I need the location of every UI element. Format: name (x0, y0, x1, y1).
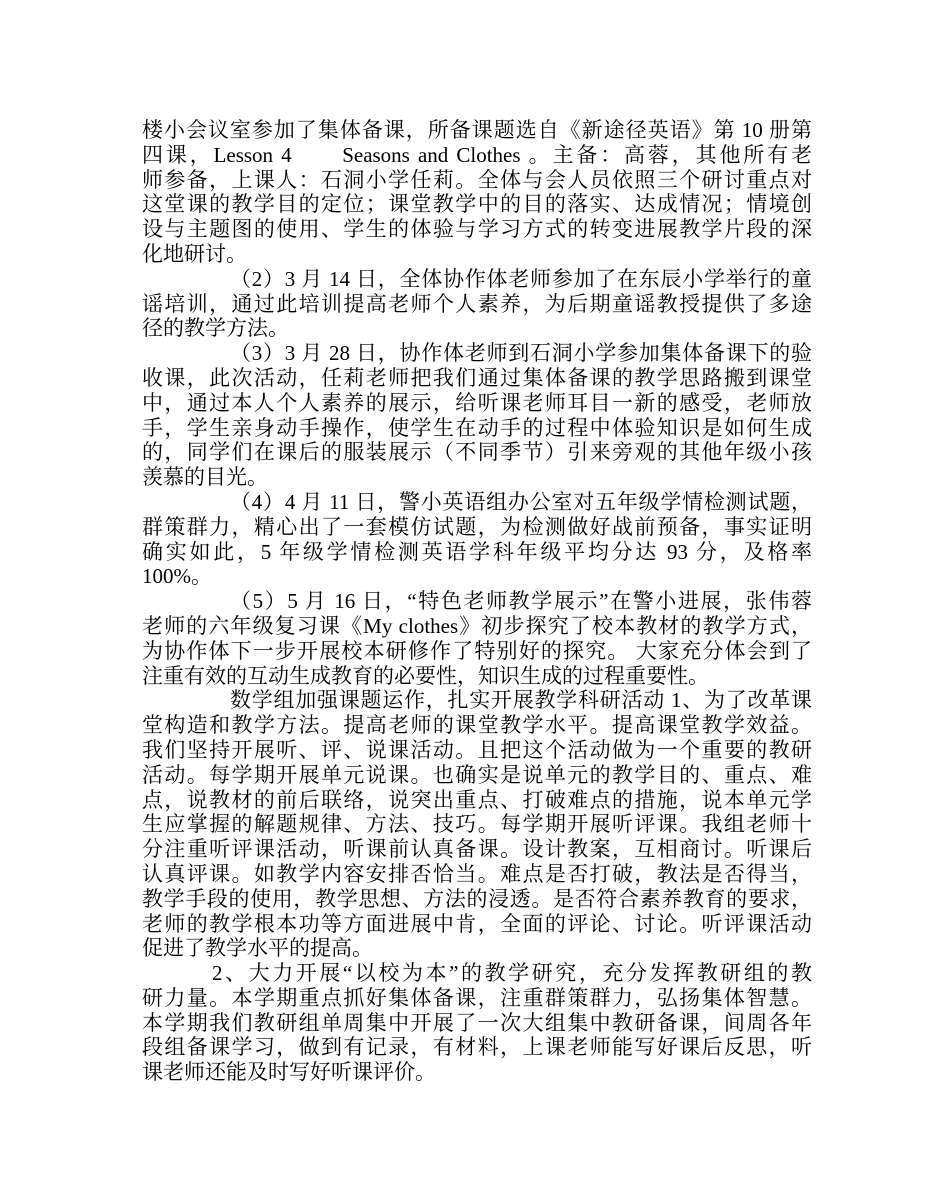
text-line: 段组备课学习，做到有记录，有材料，上课老师能写好课后反思，听 (142, 1035, 812, 1060)
text-line: 我们坚持开展听、评、说课活动。且把这个活动做为一个重要的教研 (142, 737, 812, 762)
text-line: 2、大力开展“以校为本”的教学研究，充分发挥教研组的教 (212, 961, 812, 986)
text-line: 收课，此次活动，任莉老师把我们通过集体备课的教学思路搬到课堂 (142, 365, 812, 390)
paragraph (142, 589, 812, 688)
text-line: 活动。每学期开展单元说课。也确实是说单元的教学目的、重点、难 (142, 762, 812, 787)
document-body (142, 118, 812, 1085)
paragraph (142, 688, 812, 961)
text-line: 设与主题图的使用、学生的体验与学习方式的转变进展教学片段的深 (142, 217, 812, 242)
text-line: 手，学生亲身动手操作，使学生在动手的过程中体验知识是如何生成 (142, 415, 812, 440)
text-line: 谣培训，通过此培训提高老师个人素养，为后期童谣教授提供了多途 (142, 291, 812, 316)
text-line: 生应掌握的解题规律、方法、技巧。每学期开展听评课。我组老师十 (142, 812, 812, 837)
text-line: 本学期我们教研组单周集中开展了一次大组集中教研备课，间周各年 (142, 1010, 812, 1035)
text-line: （3）3 月 28 日，协作体老师到石洞小学参加集体备课下的验 (230, 341, 812, 366)
text-line: 径的教学方法。 (142, 316, 289, 341)
text-line: 教学手段的使用，教学思想、方法的浸透。是否符合素养教育的要求， (142, 886, 812, 911)
text-line: 认真评课。如教学内容安排否恰当。难点是否打破，教法是否得当， (142, 861, 812, 886)
paragraph (142, 118, 812, 267)
paragraph (142, 267, 812, 341)
text-line: 数学组加强课题运作，扎实开展教学科研活动 1、为了改革课 (230, 688, 812, 713)
text-line: 师参备，上课人：石洞小学任莉。全体与会人员依照三个研讨重点对 (142, 167, 812, 192)
text-line: 堂构造和教学方法。提高老师的课堂教学水平。提高课堂教学效益。 (142, 713, 812, 738)
paragraph (142, 961, 812, 1085)
text-line: 100%。 (142, 564, 212, 589)
text-line: 的，同学们在课后的服装展示（不同季节）引来旁观的其他年级小孩 (142, 440, 812, 465)
paragraph (142, 490, 812, 589)
text-line: 中，通过本人个人素养的展示，给听课老师耳目一新的感受，老师放 (142, 390, 812, 415)
text-line: （2）3 月 14 日，全体协作体老师参加了在东辰小学举行的童 (230, 266, 812, 291)
text-line: （4）4 月 11 日，警小英语组办公室对五年级学情检测试题， (230, 489, 812, 514)
text-line: 课老师还能及时写好听课评价。 (142, 1060, 436, 1085)
paragraph (142, 341, 812, 490)
text-line: 老师的教学根本功等方面进展中肯，全面的评论、讨论。听评课活动 (142, 911, 812, 936)
text-line: 群策群力，精心出了一套模仿试题，为检测做好战前预备，事实证明 (142, 514, 812, 539)
text-line: 分注重听评课活动，听课前认真备课。设计教案，互相商讨。听课后 (142, 837, 812, 862)
text-line: 点，说教材的前后联络，说突出重点、打破难点的措施，说本单元学 (142, 787, 812, 812)
text-line: 四课，Lesson 4 Seasons and Clothes 。主备：高蓉，其他所有老 (142, 142, 812, 167)
text-line: 这堂课的教学目的定位；课堂教学中的目的落实、达成情况；情境创 (142, 192, 812, 217)
text-line: 确实如此，5 年级学情检测英语学科年级平均分达 93 分，及格率 (142, 539, 812, 564)
text-line: 为协作体下一步开展校本研修作了特别好的探究。 大家充分体会到了 (142, 638, 812, 663)
text-line: 楼小会议室参加了集体备课，所备课题选自《新途径英语》第 10 册第 (142, 118, 812, 142)
text-line: 化地研讨。 (142, 241, 247, 266)
text-line: 注重有效的互动生成教育的必要性，知识生成的过程重要性。 (142, 663, 709, 688)
text-line: 促进了教学水平的提高。 (142, 936, 373, 961)
text-line: 研力量。本学期重点抓好集体备课，注重群策群力，弘扬集体智慧。 (142, 985, 812, 1010)
text-line: （5）5 月 16 日，“特色老师教学展示”在警小进展，张伟蓉 (230, 589, 812, 614)
text-line: 老师的六年级复习课《My clothes》初步探究了校本教材的教学方式， (142, 613, 812, 638)
text-line: 羡慕的目光。 (142, 465, 268, 490)
